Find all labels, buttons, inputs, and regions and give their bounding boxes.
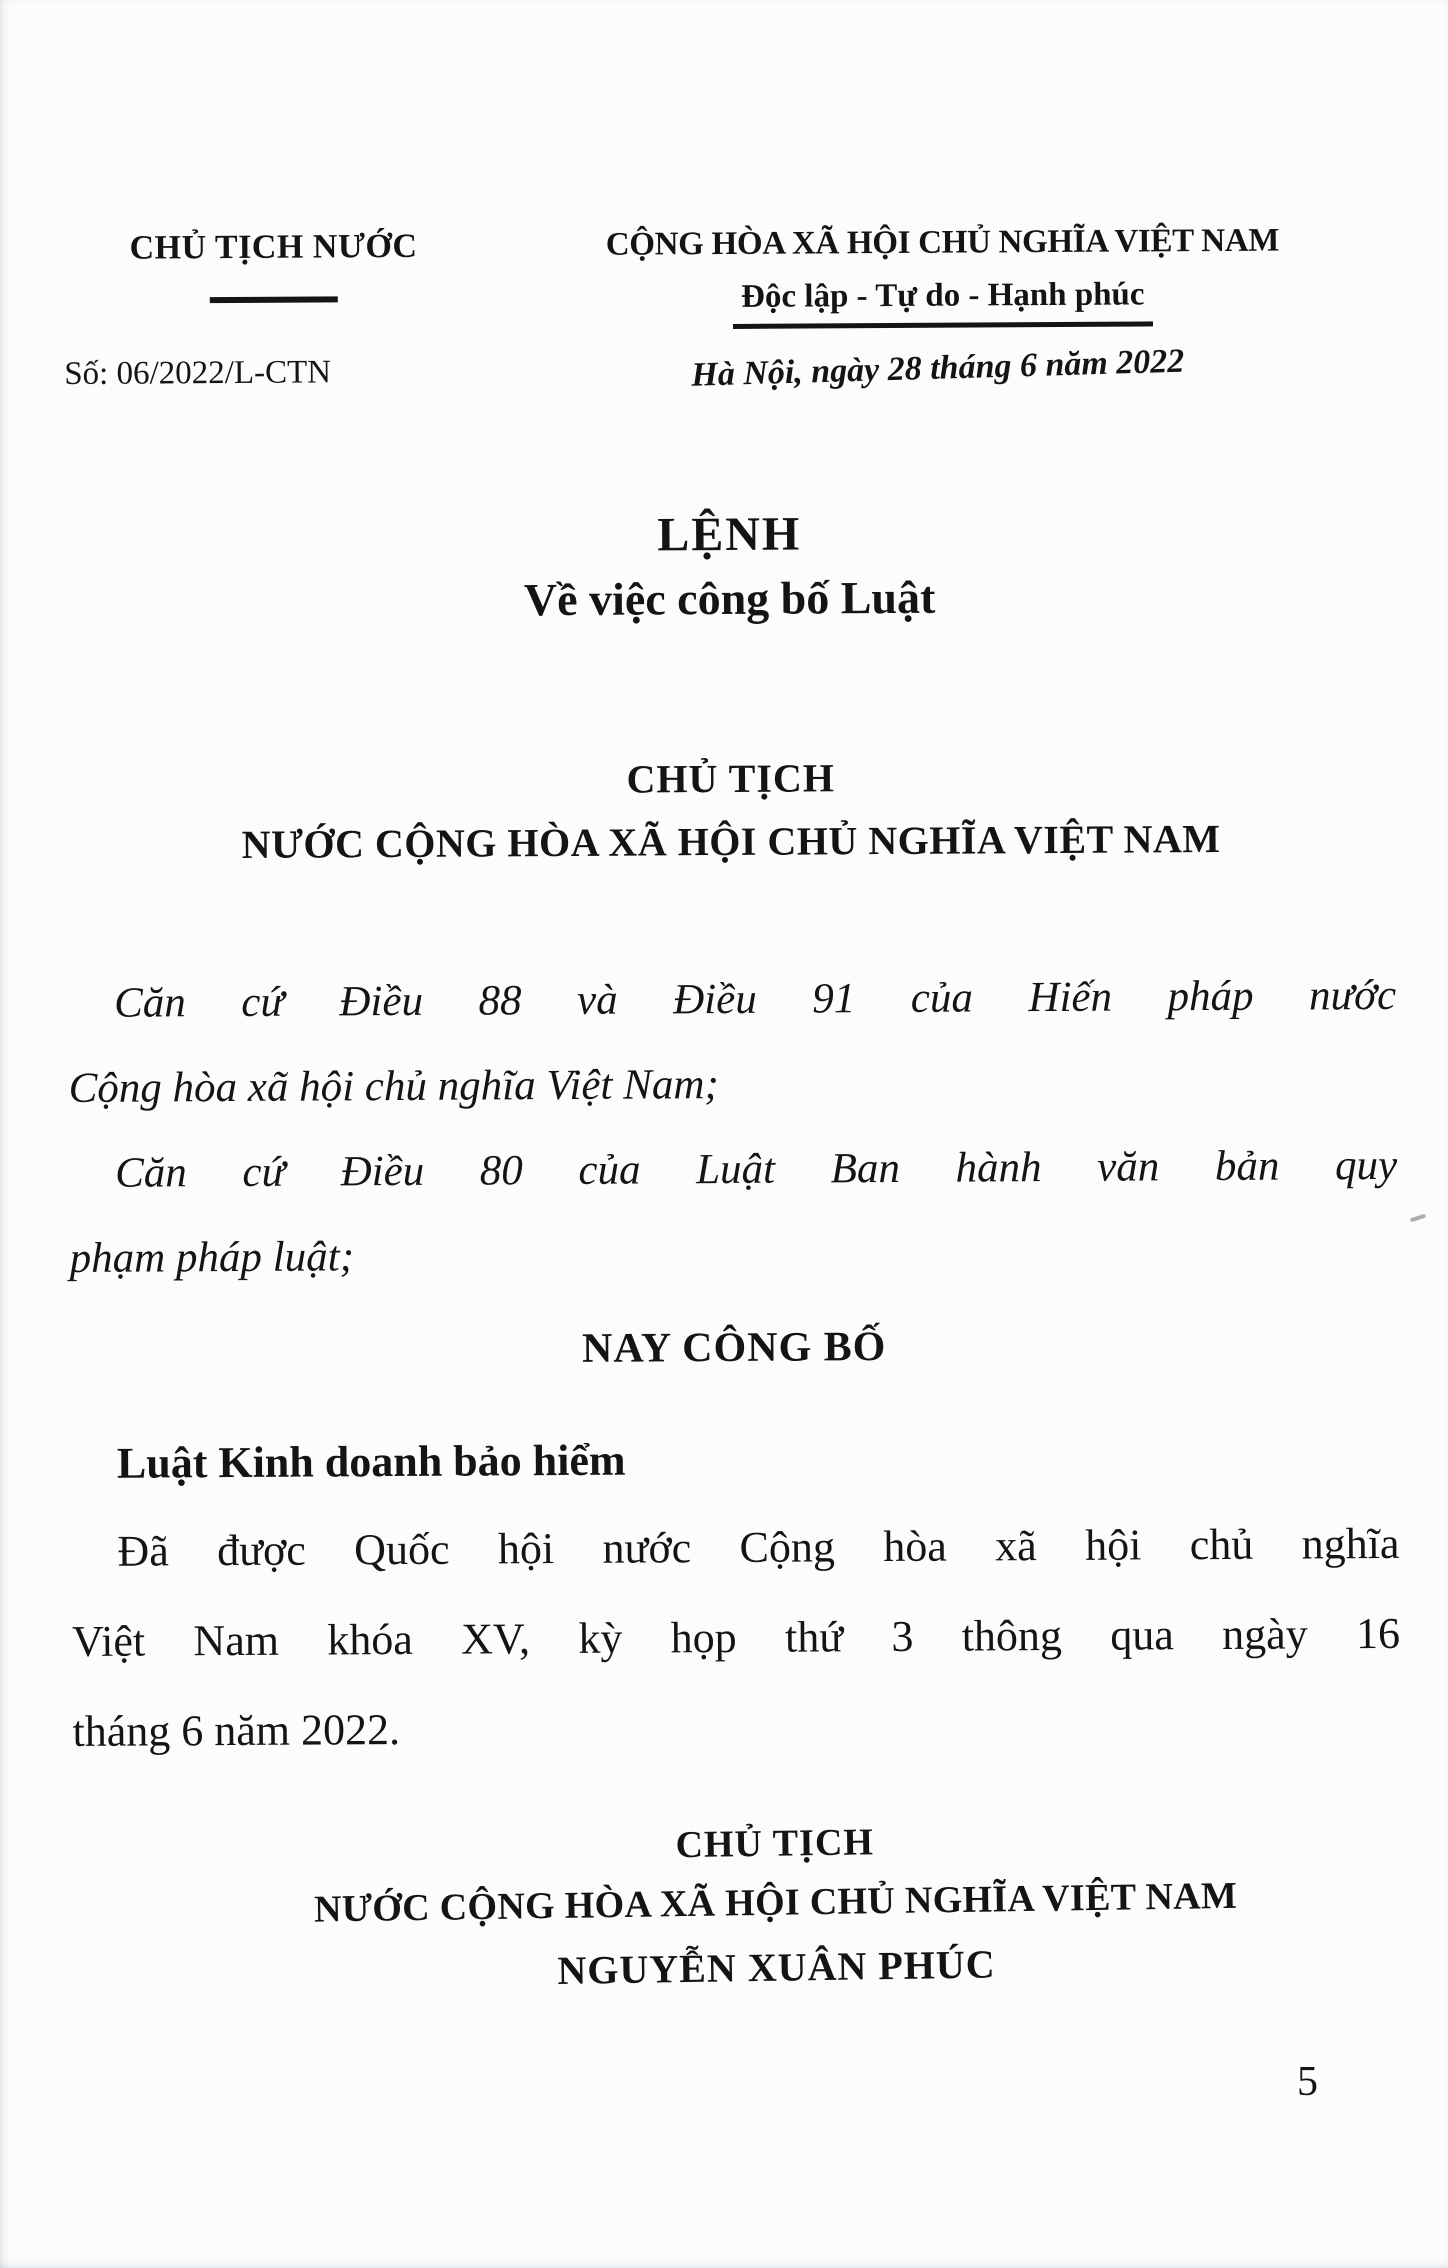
recital-line: phạm pháp luật; xyxy=(69,1233,355,1283)
signature-title-line1: CHỦ TỊCH xyxy=(675,1821,875,1867)
document-header xyxy=(63,222,1392,333)
reference-row xyxy=(64,342,1392,394)
republic-block xyxy=(483,222,1392,331)
document-number: Số: 06/2022/L-CTN xyxy=(64,354,332,393)
place-and-date: Hà Nội, ngày 28 tháng 6 năm 2022 xyxy=(691,342,1186,394)
issuer-block xyxy=(63,227,483,304)
recital-line: Căn cứ Điều 80 của Luật Ban hành văn bản quy xyxy=(115,1141,1398,1197)
recitals xyxy=(68,953,1398,1301)
issuer-title: CHỦ TỊCH NƯỚC xyxy=(129,227,418,267)
signature-title-line2: NƯỚC CỘNG HÒA XÃ HỘI CHỦ NGHĨA VIỆT NAM xyxy=(313,1874,1238,1931)
order-title-block xyxy=(65,503,1394,629)
law-name: Luật Kinh doanh bảo hiểm xyxy=(116,1435,626,1488)
order-title: LỆNH xyxy=(657,507,802,562)
passage-line: tháng 6 năm 2022. xyxy=(72,1705,401,1757)
recital-line: Cộng hòa xã hội chủ nghĩa Việt Nam; xyxy=(68,1061,719,1113)
recital-line: Căn cứ Điều 88 và Điều 91 của Hiến pháp nước xyxy=(113,971,1397,1027)
signer-name: NGUYỄN XUÂN PHÚC xyxy=(557,1941,996,1993)
passage-line: Đã được Quốc hội nước Cộng hòa xã hội chủ nghĩa xyxy=(117,1518,1400,1576)
authority-heading xyxy=(67,751,1396,869)
republic-title: CỘNG HÒA XÃ HỘI CHỦ NGHĨA VIỆT NAM xyxy=(605,222,1280,263)
authority-heading-line2: NƯỚC CỘNG HÒA XÃ HỘI CHỦ NGHĨA VIỆT NAM xyxy=(241,815,1221,867)
passage-paragraph xyxy=(71,1499,1401,1777)
signature-block xyxy=(110,1805,1441,2011)
national-motto: Độc lập - Tự do - Hạnh phúc xyxy=(733,276,1153,329)
proclamation-heading: NAY CÔNG BỐ xyxy=(581,1324,887,1372)
page-number: 5 xyxy=(1297,2059,1318,2105)
authority-heading-line1: CHỦ TỊCH xyxy=(626,755,836,802)
issuer-rule xyxy=(210,296,338,303)
order-subtitle: Về việc công bố Luật xyxy=(523,571,936,626)
passage-line: Việt Nam khóa XV, kỳ họp thứ 3 thông qua ngày 16 xyxy=(71,1608,1401,1667)
dateline-wrap xyxy=(484,342,1392,394)
